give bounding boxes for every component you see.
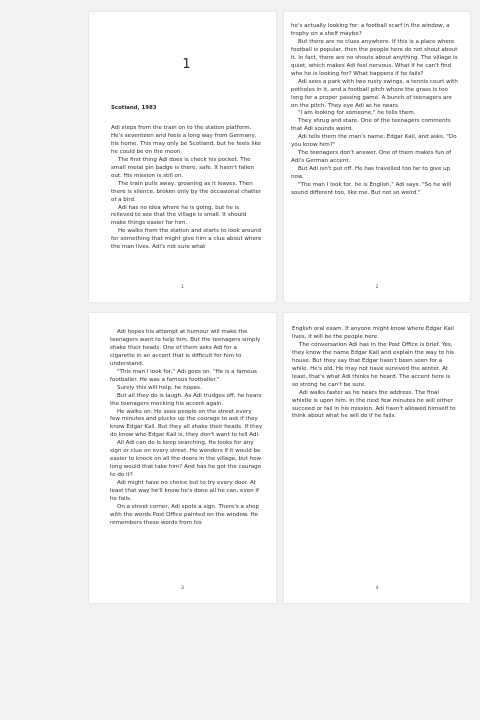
page-number: 3	[181, 586, 184, 591]
paragraph: But there are no clues anywhere. If this is a place where football is popular, then the people here do not shout about it. In fact, there are no shouts about anything. The village is quiet, which makes Adi feel nervous. What if he can't find who he is looking for? What happens if he fails?	[291, 38, 458, 77]
paragraph: Adi steps from the train on to the station platform. He's seventeen and feels a long way from Germany, his home. This may only be Scotland, but he feels like he could be on the moon.	[111, 125, 261, 155]
paragraph: The first thing Adi does is check his pocket. The small metal pin badge is there, safe. It hasn't fallen out. His mission is still on.	[111, 156, 255, 179]
paragraph: On a street corner, Adi spots a sign. There's a shop with the words Post Office painted on the window. He remembers these words from his	[110, 503, 260, 526]
book-page-3	[89, 313, 276, 603]
chapter-heading: Scotland, 1983	[111, 105, 157, 111]
book-page-4	[284, 313, 470, 603]
paragraph: But Adi isn't put off. He has travelled too far to give up now.	[291, 166, 451, 181]
page-number: 4	[375, 586, 379, 591]
paragraph: Adi tells them the man's name, Edgar Kail, and asks, "Do you know him?"	[291, 134, 457, 149]
paragraph: They shrug and stare. One of the teenagers comments that Adi sounds weird.	[291, 118, 451, 133]
chapter-number: 1	[182, 57, 191, 72]
paragraph: Adi might have no choice but to try every door. At least that way he'll know he's done all he can, even if he fails.	[110, 480, 259, 503]
paragraph: he's actually looking for: a football scarf in the window, a trophy on a shelf maybe?	[291, 23, 450, 37]
paragraph: But all they do is laugh. As Adi trudges off, he hears the teenagers mocking his accent again.	[110, 392, 262, 407]
paragraph: English oral exam. If anyone might know where Edgar Kail lives, it will be the people here.	[292, 326, 454, 340]
paragraph: All Adi can do is keep searching. He looks for any sign or clue on every street. He wonders if it would be easier to knock on all the doors in the village, but how long would that take him? And has he got the courage to do it?	[110, 440, 262, 479]
paragraph: Surely this will help, he hopes.	[117, 384, 202, 391]
paragraph: "This man I look for," Adi goes on. "He is a famous footballer. He was a famous footballer."	[110, 368, 257, 383]
paragraph: He walks from the station and starts to look around for something that might give him a clue about where the man lives. Adi's not sure what	[111, 228, 262, 251]
page-text	[111, 125, 262, 252]
paragraph: "I am looking for someone," he tells them.	[298, 110, 416, 117]
paragraph: Adi has no idea where he is going, but he is relieved to see that the village is small. It should make things easier for him.	[111, 204, 247, 227]
paragraph: "The man I look for, he is English," Adi says. "So he will sound different too, like me. But not so weird."	[291, 182, 452, 197]
page-text	[291, 23, 458, 198]
paragraph: The teenagers don't answer. One of them makes fun of Adi's German accent.	[291, 150, 452, 165]
page-text	[292, 326, 458, 421]
paragraph: The conversation Adi has in the Post Office is brief. Yes, they know the name Edgar Kail and explain the way to his house. But they say that Edgar hasn't been seen for a while. He's old. He may not have survived the winter. At least, that's what Adi thinks he heard. The accent here is so strong he can't be sure.	[292, 341, 454, 388]
paragraph: The train pulls away, groaning as it leaves. Then there is silence, broken only by the occasional chatter of a bird.	[111, 180, 262, 203]
book-page-1	[89, 12, 276, 302]
paragraph: Adi hopes his attempt at humour will make the teenagers want to help him. But the teenagers simply shake their heads. One of them asks Adi for a cigarette in an accent that is difficult for him to understand.	[110, 329, 261, 367]
page-number: 2	[375, 285, 379, 290]
page-number: 1	[181, 285, 184, 290]
paragraph: Adi sees a park with two rusty swings, a tennis court with potholes in it, and a football pitch where the grass is too long for a proper passing game. A bunch of teenagers are on the pitch. They eye Adi as he nears.	[291, 78, 458, 109]
page-text	[110, 329, 263, 528]
book-page-2	[284, 12, 470, 302]
paragraph: He walks on. He sees people on the street every few minutes and plucks up the courage to ask if they know Edgar Kail. But they all shake their heads. If they do know who Edgar Kail is, they don't want to tell Adi.	[110, 408, 263, 439]
paragraph: Adi walks faster as he nears the address. The final whistle is upon him. In the next few minutes he will either succeed or fail in his mission. Adi hasn't allowed himself to think about what he will do if he fails.	[292, 389, 456, 420]
